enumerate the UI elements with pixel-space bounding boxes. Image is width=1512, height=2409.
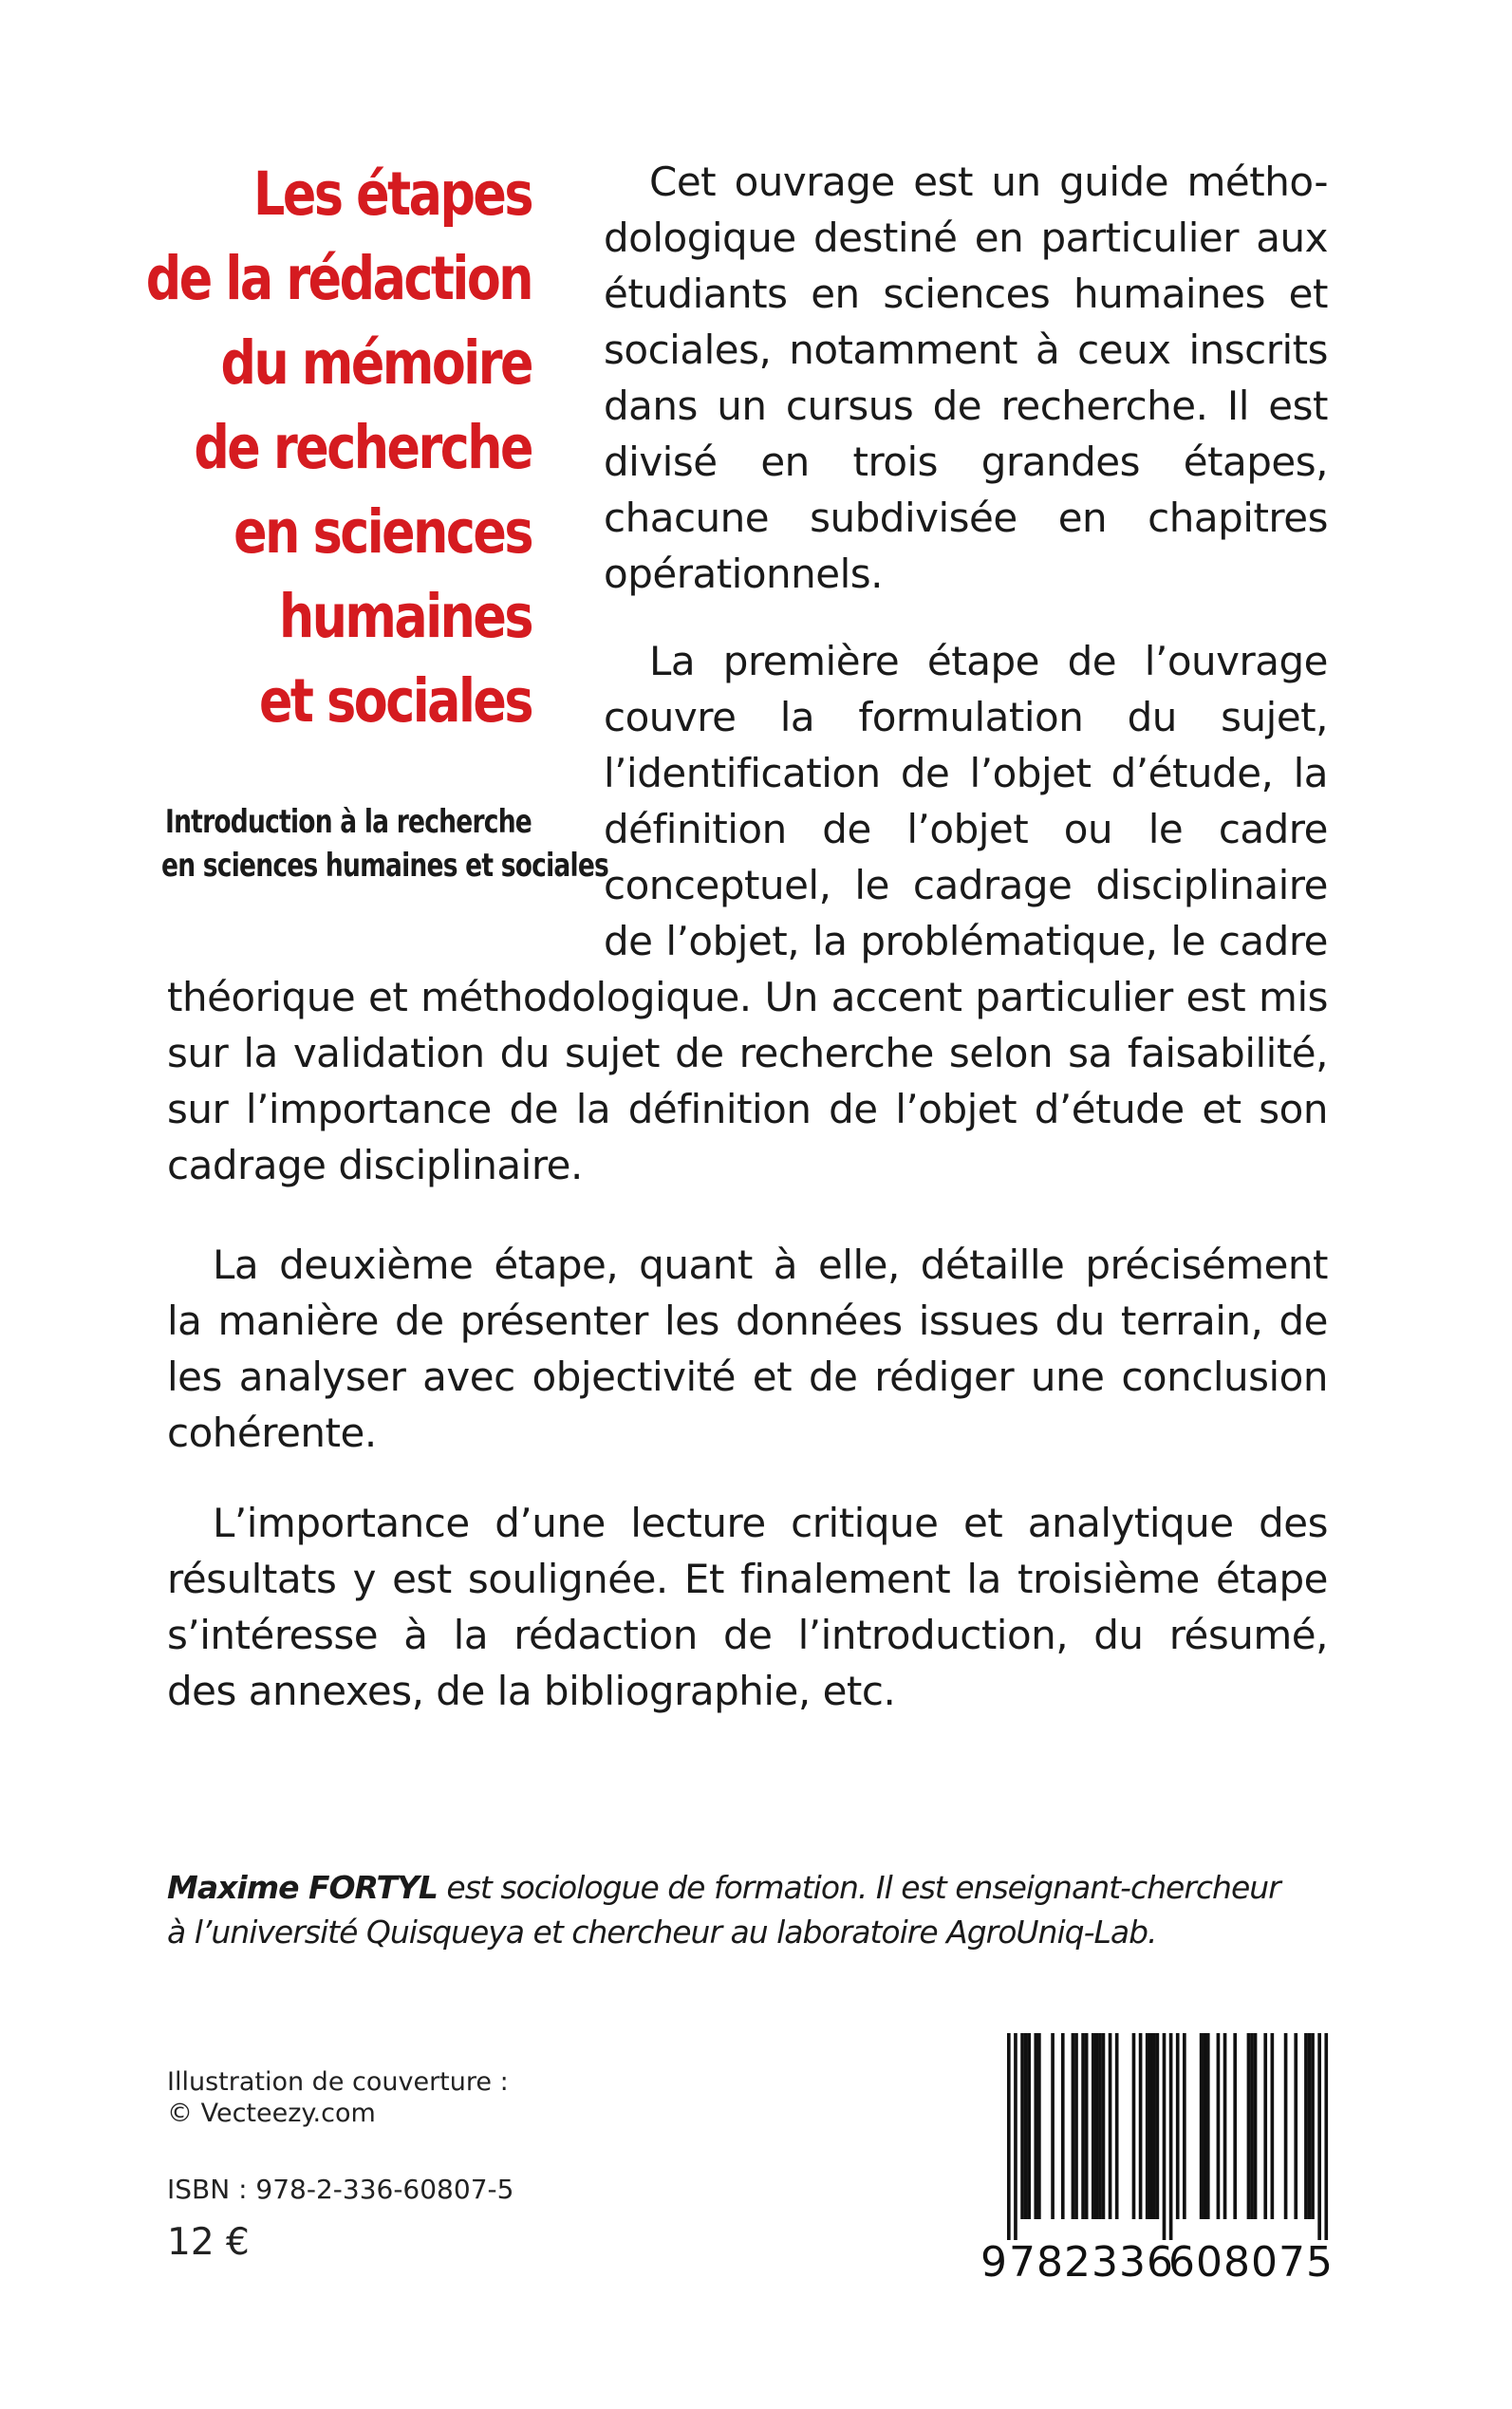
barcode-bar [1074,2033,1078,2219]
barcode-bar [1061,2033,1065,2219]
barcode-bar [1324,2033,1328,2240]
barcode-bar [1169,2033,1173,2240]
blurb-line: couvre la formulation du sujet, [604,694,1328,740]
blurb-line: les analyser avec objectivité et de rédiger une conclusion [167,1354,1328,1400]
barcode-bar [1233,2033,1237,2219]
title-line: Les étapes [253,159,532,229]
isbn-text: ISBN : 978-2-336-60807-5 [167,2174,514,2205]
blurb-line: étudiants en sciences humaines et [604,271,1328,317]
author-bio-text-1: est sociologue de formation. Il est enseignant-chercheur [437,1869,1280,1906]
subtitle-line: en sciences humaines et sociales [161,847,609,885]
title-line: de recherche [194,413,532,482]
barcode-bar [1007,2033,1011,2240]
barcode-bar [1183,2033,1186,2219]
blurb-line: divisé en trois grandes étapes, [604,439,1328,485]
barcode-bar [1311,2033,1315,2219]
credit-line: Illustration de couverture : [167,2067,509,2097]
blurb-line: cadrage disciplinaire. [167,1142,583,1188]
barcode-bar [1085,2033,1089,2219]
author-bio [167,1865,1325,1954]
barcode-bar [1254,2033,1258,2219]
barcode-bar [1102,2033,1106,2219]
barcode-bar [1139,2033,1143,2219]
title-line: et sociales [258,666,532,736]
barcode-bar [1027,2033,1031,2219]
barcode-bar [1146,2033,1149,2219]
barcode-bar [1308,2033,1312,2219]
barcode-bar [1294,2033,1297,2219]
blurb-line: l’identification de l’objet d’étude, la [604,750,1328,796]
blurb-line: dologique destiné en particulier aux [604,215,1328,261]
barcode-bar [1247,2033,1251,2219]
blurb-line: La première étape de l’ouvrage [649,638,1328,684]
blurb-line: théorique et méthodologique. Un accent particulier est mis [167,974,1328,1020]
blurb-line: sociales, notamment à ceux inscrits [604,327,1328,373]
barcode-bar [1176,2033,1180,2219]
barcode-bar [1317,2033,1321,2240]
blurb-line: définition de l’objet ou le cadre [604,806,1328,852]
barcode-bar [1115,2033,1119,2219]
barcode-bar [1034,2033,1037,2219]
blurb-line: de l’objet, la problématique, le cadre [604,918,1328,964]
barcode-bar [1148,2033,1152,2219]
barcode-left-group: 782336 [1009,2238,1174,2287]
barcode-digits [980,2236,1334,2289]
credit-line: © Vecteezy.com [167,2099,376,2128]
blurb-line: sur la validation du sujet de recherche selon sa faisabilité, [167,1030,1328,1076]
barcode-bar [1203,2033,1206,2219]
barcode-bar [1098,2033,1102,2219]
blurb-line: résultats y est soulignée. Et finalement la troisième étape [167,1556,1328,1602]
title-line: de la rédaction [145,244,532,313]
barcode-bar [1109,2033,1112,2219]
blurb-line: chacune subdivisée en chapitres [604,495,1328,541]
blurb-line: des annexes, de la bibliographie, etc. [167,1668,896,1714]
barcode-bar [1132,2033,1136,2219]
barcode-bar [1163,2033,1167,2240]
blurb-line: L’importance d’une lecture critique et analytique des [213,1500,1328,1546]
blurb-paragraph-4 [167,1495,1328,1719]
barcode-bar [1156,2033,1160,2219]
barcode-bar [1304,2033,1308,2219]
blurb-line: conceptuel, le cadrage disciplinaire [604,862,1328,908]
barcode-bar [1152,2033,1156,2219]
barcode-bar [1284,2033,1288,2219]
blurb-line: La deuxième étape, quant à elle, détaille précisément [213,1242,1328,1288]
price: 12 € [167,2221,250,2264]
blurb-paragraph-2-wide [167,969,1328,1193]
title-line: du mémoire [220,328,532,398]
blurb-line: Cet ouvrage est un guide métho- [649,159,1328,205]
barcode [980,2033,1334,2295]
author-name: Maxime FORTYL [167,1869,438,1906]
blurb-line: cohérente. [167,1410,377,1456]
barcode-bar [1271,2033,1275,2219]
barcode-bar [1051,2033,1055,2219]
barcode-bar [1081,2033,1085,2219]
barcode-bar [1092,2033,1095,2219]
barcode-bar [1263,2033,1267,2219]
blurb-paragraph-3 [167,1237,1328,1461]
barcode-bar [1206,2033,1210,2219]
blurb-line: opérationnels. [604,551,884,597]
barcode-bar [1020,2033,1024,2219]
book-subtitle [161,800,609,887]
barcode-bar [1217,2033,1221,2219]
barcode-bar [1200,2033,1204,2219]
blurb-paragraph-2-narrow [604,633,1328,969]
barcode-bars [980,2033,1330,2240]
blurb-paragraph-1 [604,154,1328,602]
blurb-line: dans un cursus de recherche. Il est [604,383,1328,429]
barcode-first-digit: 9 [980,2238,1007,2287]
illustration-credit [167,2066,509,2129]
barcode-bar [1223,2033,1227,2219]
book-title [138,152,532,743]
blurb-line: s’intéresse à la rédaction de l’introduction, du résumé, [167,1612,1328,1658]
barcode-bar [1024,2033,1028,2219]
blurb-line: sur l’importance de la définition de l’objet d’étude et son [167,1086,1328,1132]
author-bio-line-1 [167,1865,1325,1910]
barcode-bar [1095,2033,1099,2219]
barcode-bar [1037,2033,1041,2219]
title-line: en sciences [233,497,532,567]
title-line: humaines [278,582,532,651]
barcode-right-group: 608075 [1168,2238,1334,2287]
barcode-bar [1072,2033,1075,2219]
subtitle-line: Introduction à la recherche [164,803,532,841]
blurb-line: la manière de présenter les données issues du terrain, de [167,1298,1328,1344]
barcode-bar [1014,2033,1017,2240]
author-bio-text-2: à l’université Quisqueya et chercheur au laboratoire AgroUniq-Lab. [167,1914,1157,1951]
barcode-bar [1250,2033,1254,2219]
